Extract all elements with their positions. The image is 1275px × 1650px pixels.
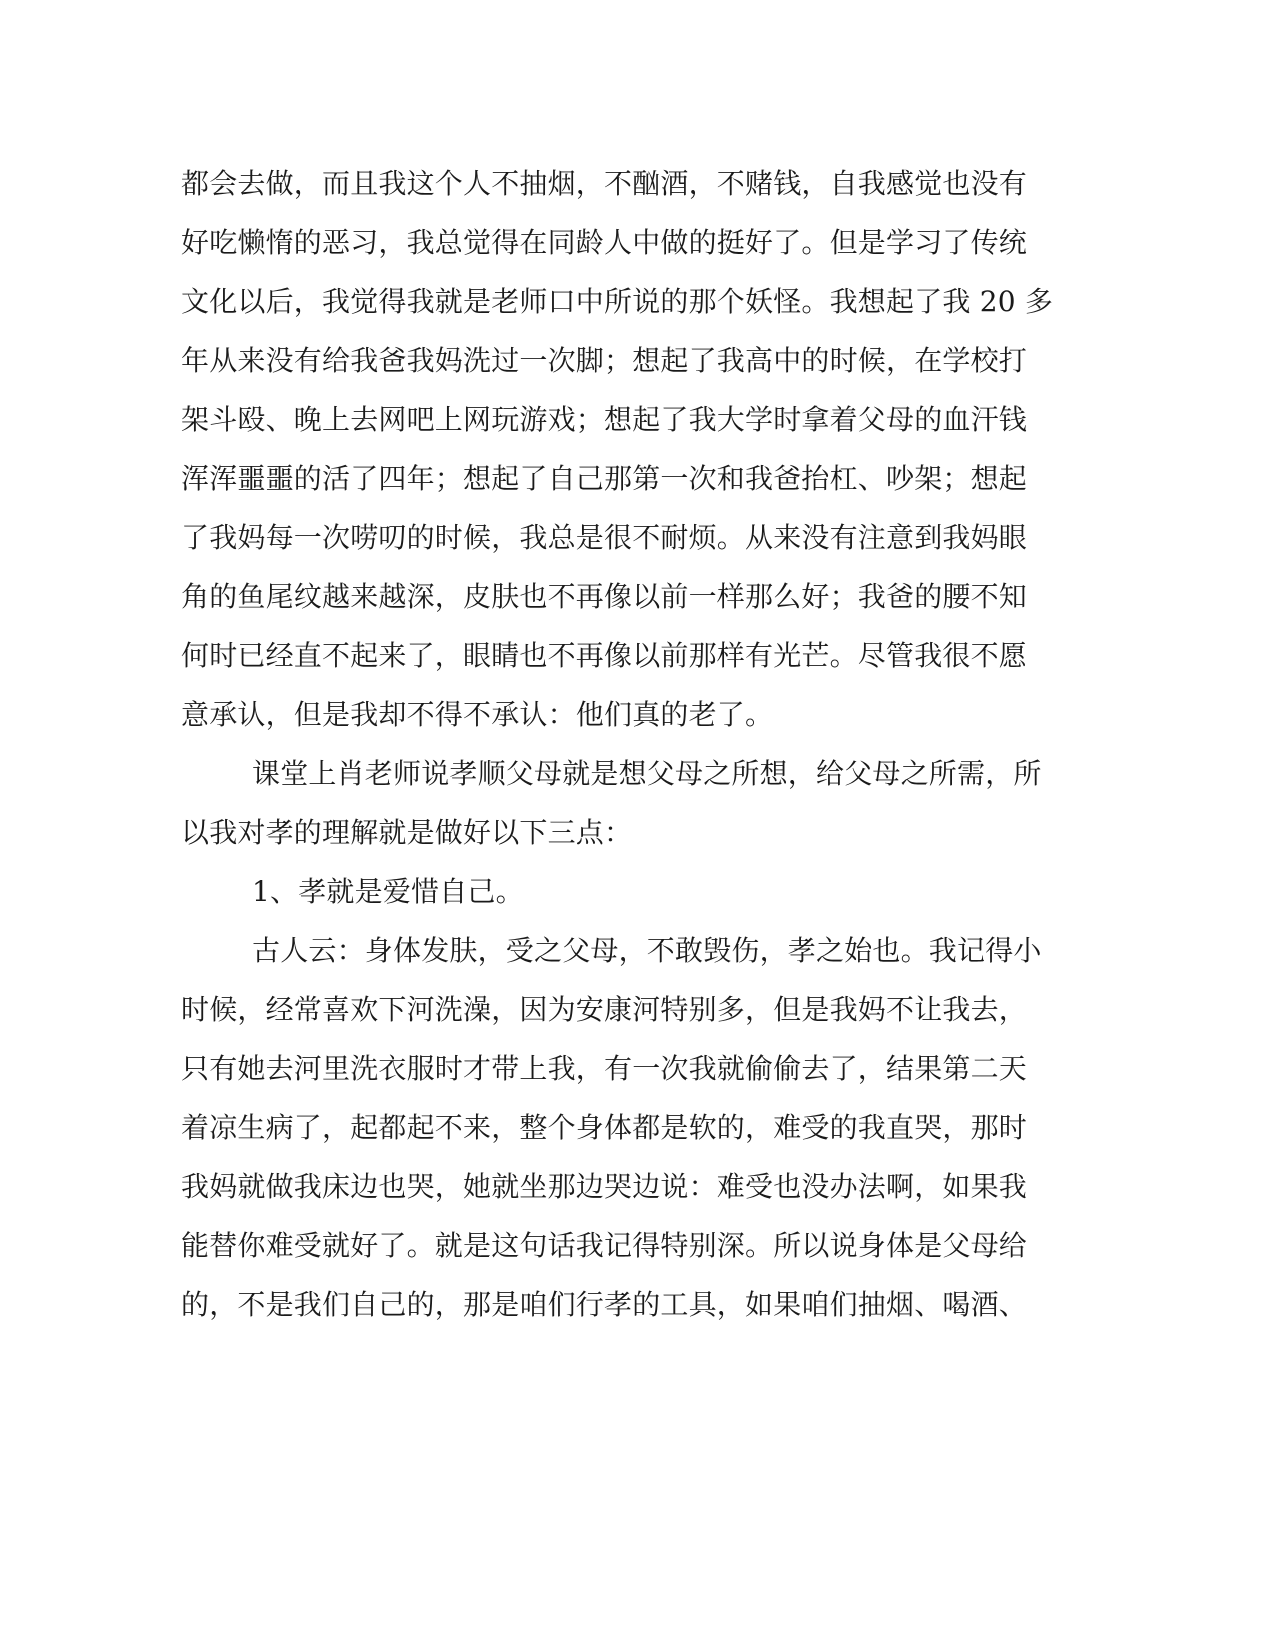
text-line: 以我对孝的理解就是做好以下三点： — [181, 816, 633, 849]
text-line: 着凉生病了，起都起不来，整个身体都是软的，难受的我直哭，那时 — [181, 1111, 1028, 1144]
paragraph-start-line: 课堂上肖老师说孝顺父母就是想父母之所想，给父母之所需，所 — [252, 757, 1042, 790]
section-heading: 1、孝就是爱惜自己。 — [252, 875, 524, 908]
text-line: 角的鱼尾纹越来越深，皮肤也不再像以前一样那么好；我爸的腰不知 — [181, 580, 1028, 613]
text-line: 意承认，但是我却不得不承认：他们真的老了。 — [181, 698, 774, 731]
text-line: 好吃懒惰的恶习，我总觉得在同龄人中做的挺好了。但是学习了传统 — [181, 226, 1028, 259]
paragraph-start-line: 古人云：身体发肤，受之父母，不敢毁伤，孝之始也。我记得小 — [252, 934, 1042, 967]
text-line: 只有她去河里洗衣服时才带上我，有一次我就偷偷去了，结果第二天 — [181, 1052, 1028, 1085]
text-line: 时候，经常喜欢下河洗澡，因为安康河特别多，但是我妈不让我去， — [181, 993, 1028, 1026]
text-line: 了我妈每一次唠叨的时候，我总是很不耐烦。从来没有注意到我妈眼 — [181, 521, 1028, 554]
text-line: 架斗殴、晚上去网吧上网玩游戏；想起了我大学时拿着父母的血汗钱 — [181, 403, 1028, 436]
text-line: 浑浑噩噩的活了四年；想起了自己那第一次和我爸抬杠、吵架；想起 — [181, 462, 1028, 495]
text-line: 年从来没有给我爸我妈洗过一次脚；想起了我高中的时候，在学校打 — [181, 344, 1028, 377]
text-line: 文化以后，我觉得我就是老师口中所说的那个妖怪。我想起了我 20 多 — [181, 285, 1054, 318]
text-line: 的，不是我们自己的，那是咱们行孝的工具，如果咱们抽烟、喝酒、 — [181, 1288, 1028, 1321]
text-line: 我妈就做我床边也哭，她就坐那边哭边说：难受也没办法啊，如果我 — [181, 1170, 1028, 1203]
text-line: 何时已经直不起来了，眼睛也不再像以前那样有光芒。尽管我很不愿 — [181, 639, 1028, 672]
text-line: 都会去做，而且我这个人不抽烟，不酗酒，不赌钱，自我感觉也没有 — [181, 167, 1028, 200]
body-text — [181, 154, 1054, 1334]
text-line: 能替你难受就好了。就是这句话我记得特别深。所以说身体是父母给 — [181, 1229, 1028, 1262]
